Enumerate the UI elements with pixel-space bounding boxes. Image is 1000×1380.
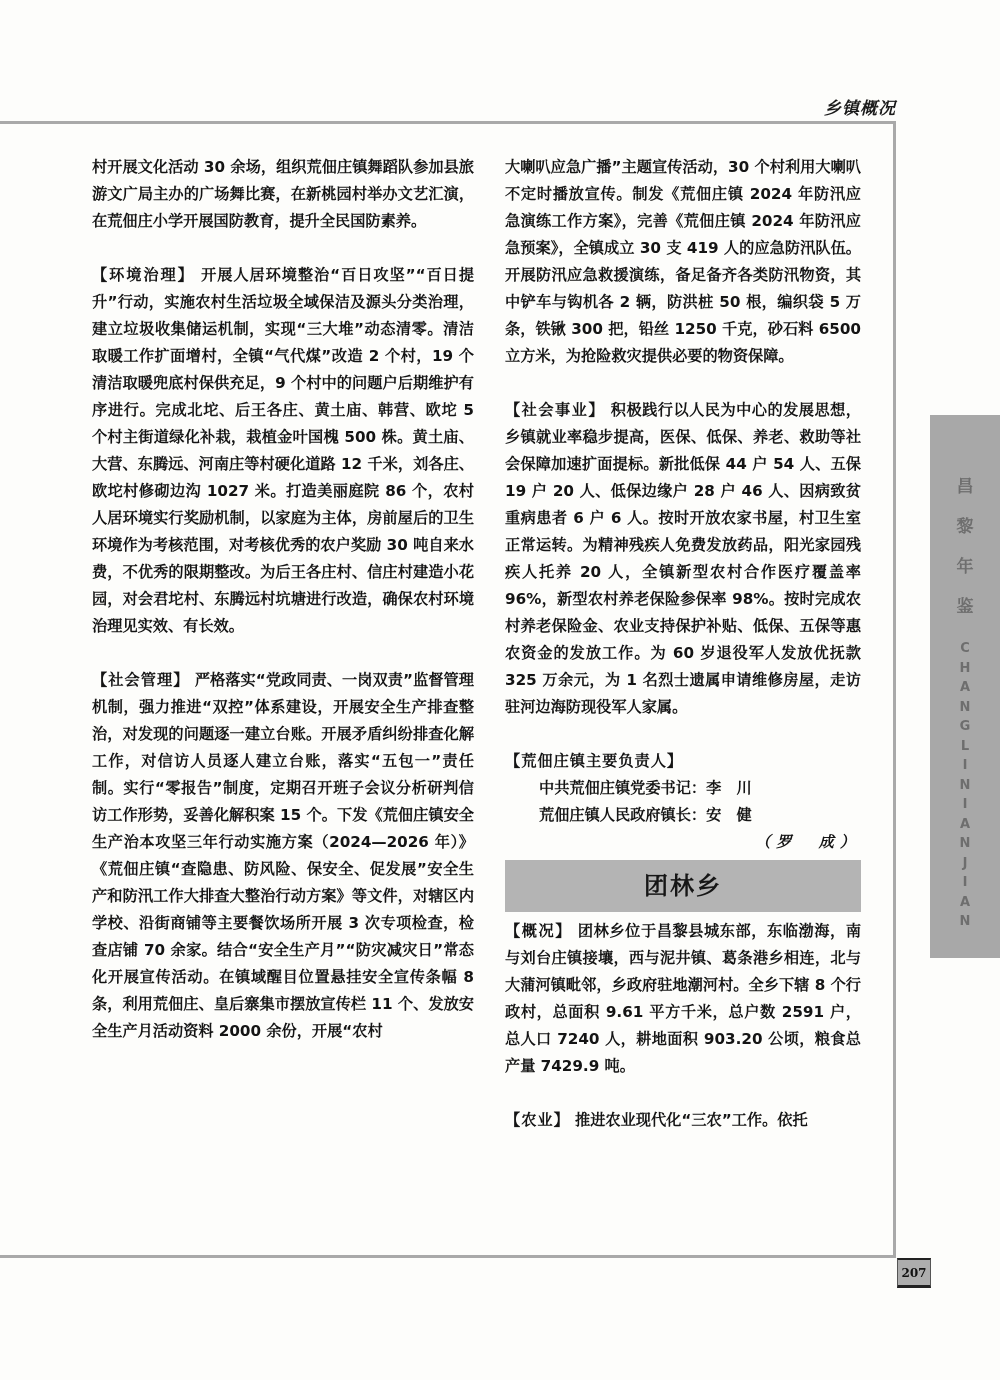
- paragraph-overview: [505, 918, 861, 1080]
- leaders-block: [505, 748, 861, 856]
- paragraph-text: 大喇叭应急广播”主题宣传活动，30 个村利用大喇叭不定时播放宣传。制发《荒佃庄镇 2024 年防汛应急演练工作方案》，完善《荒佃庄镇 2024 年防汛应急预案》，全镇成立 30 支 419 人的应急防汛队伍。开展防汛应急救援演练，备足备齐各类防汛物资，其中铲车与钩机各 2 辆，防洪桩 50 根，编织袋 5 万条，铁锹 300 把，铅丝 1250 千克，砂石料 6500 立方米，为抢险救灾提供必要的物资保障。: [505, 158, 861, 365]
- side-tab-en-char: A: [959, 816, 971, 832]
- side-tab-en-char: C: [960, 641, 970, 656]
- section-heading: 【社会事业】: [505, 401, 606, 419]
- paragraph-flood-continued: [505, 154, 861, 370]
- section-banner-tuanlin: 团林乡: [505, 860, 861, 912]
- leader-mayor: 荒佃庄镇人民政府镇长：安 健: [539, 806, 752, 824]
- paragraph-culture-continued: [92, 154, 474, 235]
- section-heading: 【社会管理】: [92, 671, 190, 689]
- paragraph-text: 开展人居环境整治“百日攻坚”“百日提升”行动，实施农村生活垃圾全域保洁及源头分类治理，建立垃圾收集储运机制，实现“三大堆”动态清零。清洁取暖工作扩面增村，全镇“气代煤”改造 2 个村，19 个清洁取暖兜底村保供充足，9 个村中的问题户后期维护有序进行。完成北坨、后王各庄、黄土庙、韩营、欧坨 5 个村主街道绿化补栽，栽植金叶国槐 500 株。黄土庙、大营、东腾远、河南庄等村硬化道路 12 千米，刘各庄、欧坨村修砌边沟 1027 米。打造美丽庭院 86 个，农村人居环境实行奖励机制，以家庭为主体，房前屋后的卫生环境作为考核范围，对考核优秀的农户奖励 30 吨自来水费，不优秀的限期整改。为后王各庄村、信庄村建造小花园，对会君坨村、东腾远村坑塘进行改造，确保农村环境治理见实效、有长效。: [92, 266, 475, 635]
- section-heading: 【农业】: [505, 1111, 570, 1129]
- side-tab-cn-char: 黎: [956, 517, 974, 537]
- side-tab-en-char: N: [959, 777, 971, 793]
- side-tab-en-char: J: [962, 855, 968, 871]
- paragraph-text: 严格落实“党政同责、一岗双责”监督管理机制，强力推进“双控”体系建设，开展安全生产排查整治，对发现的问题逐一建立台账。开展矛盾纠纷排查化解工作，对信访人员逐人建立台账，落实“五包一”责任制。实行“零报告”制度，定期召开班子会议分析研判信访工作形势，妥善化解积案 15 个。下发《荒佃庄镇安全生产治本攻坚三年行动实施方案（2024—2026 年）》《荒佃庄镇“查隐患、防风险、保安全、促发展”安全生产和防汛工作大排查大整治行动方案》等文件，对辖区内学校、沿街商铺等主要餐饮场所开展 3 次专项检查，检查店铺 70 余家。结合“安全生产月”“防灾减灾日”常态化开展宣传活动。在镇域醒目位置悬挂安全宣传条幅 8 条，利用荒佃庄、皇后寨集市摆放宣传栏 11 个、发放安全生产月活动资料 2000 余份，开展“农村: [92, 671, 474, 1040]
- paragraph-text: 团林乡位于昌黎县城东部，东临渤海，南与刘台庄镇接壤，西与泥井镇、葛条港乡相连，北与大蒲河镇毗邻，乡政府驻地潮河村。全乡下辖 8 个行政村，总面积 9.61 平方千米，总户数 2591 户，总人口 7240 人，耕地面积 903.20 公顷，粮食总产量 7429.9 吨。: [505, 922, 862, 1075]
- side-tab-en-char: A: [959, 894, 971, 910]
- side-tab-en-char: I: [962, 875, 968, 890]
- paragraph-agriculture: [505, 1107, 861, 1134]
- side-tab-en-char: L: [960, 738, 970, 754]
- paragraph-environment: [92, 262, 474, 640]
- side-tab-en-char: G: [959, 719, 971, 734]
- left-column: [92, 154, 474, 1045]
- paragraph-social-management: [92, 667, 474, 1045]
- side-tab-cn-char: 年: [956, 557, 974, 577]
- side-tab-cn-char: 昌: [956, 477, 974, 497]
- side-tab-en-char: N: [959, 699, 971, 715]
- side-tab-en-title: [960, 639, 971, 932]
- paragraph-text: 推进农业现代化“三农”工作。依托: [569, 1111, 808, 1129]
- paragraph-text: 积极践行以人民为中心的发展思想，乡镇就业率稳步提高，医保、低保、养老、救助等社会保障加速扩面提标。新批低保 44 户 54 人、五保 19 户 20 人、低保边缘户 28 户 46 人、因病致贫重病患者 6 户 6 人。按时开放农家书屋，村卫生室正常运转。为精神残疾人免费发放药品，阳光家园残疾人托养 20 人，全镇新型农村合作医疗覆盖率 96%，新型农村养老保险参保率 98%。按时完成农村养老保险金、农业支持保护补贴、低保、五保等惠农资金的发放工作。为 60 岁退役军人发放优抚款 325 万余元，为 1 名烈士遗属申请维修房屋，走访驻河边海防现役军人家属。: [505, 401, 861, 716]
- running-head: 乡镇概况: [824, 99, 896, 119]
- section-heading: 【概况】: [505, 922, 573, 940]
- paragraph-text: 村开展文化活动 30 余场，组织荒佃庄镇舞蹈队参加县旅游文广局主办的广场舞比赛，在新桃园村举办文艺汇演，在荒佃庄小学开展国防教育，提升全民国防素养。: [92, 158, 474, 230]
- right-column: [505, 154, 861, 1134]
- yearbook-side-tab: [930, 415, 1000, 958]
- frame-right-rule: [893, 121, 896, 1258]
- frame-bottom-rule: [0, 1255, 896, 1258]
- leaders-title: 【荒佃庄镇主要负责人】: [505, 752, 684, 770]
- side-tab-en-char: I: [962, 758, 968, 773]
- author-byline: （罗 成）: [755, 833, 861, 851]
- frame-top-rule: [0, 121, 896, 124]
- page-number: 207: [897, 1258, 931, 1288]
- side-tab-en-char: H: [959, 660, 971, 676]
- section-heading: 【环境治理】: [92, 266, 195, 284]
- side-tab-en-char: I: [962, 797, 968, 812]
- paragraph-social-affairs: [505, 397, 861, 721]
- side-tab-en-char: A: [959, 680, 971, 695]
- side-tab-cn-char: 鉴: [956, 597, 974, 617]
- side-tab-en-char: N: [959, 836, 971, 851]
- side-tab-en-char: N: [959, 914, 971, 929]
- leader-party-secretary: 中共荒佃庄镇党委书记：李 川: [539, 779, 752, 797]
